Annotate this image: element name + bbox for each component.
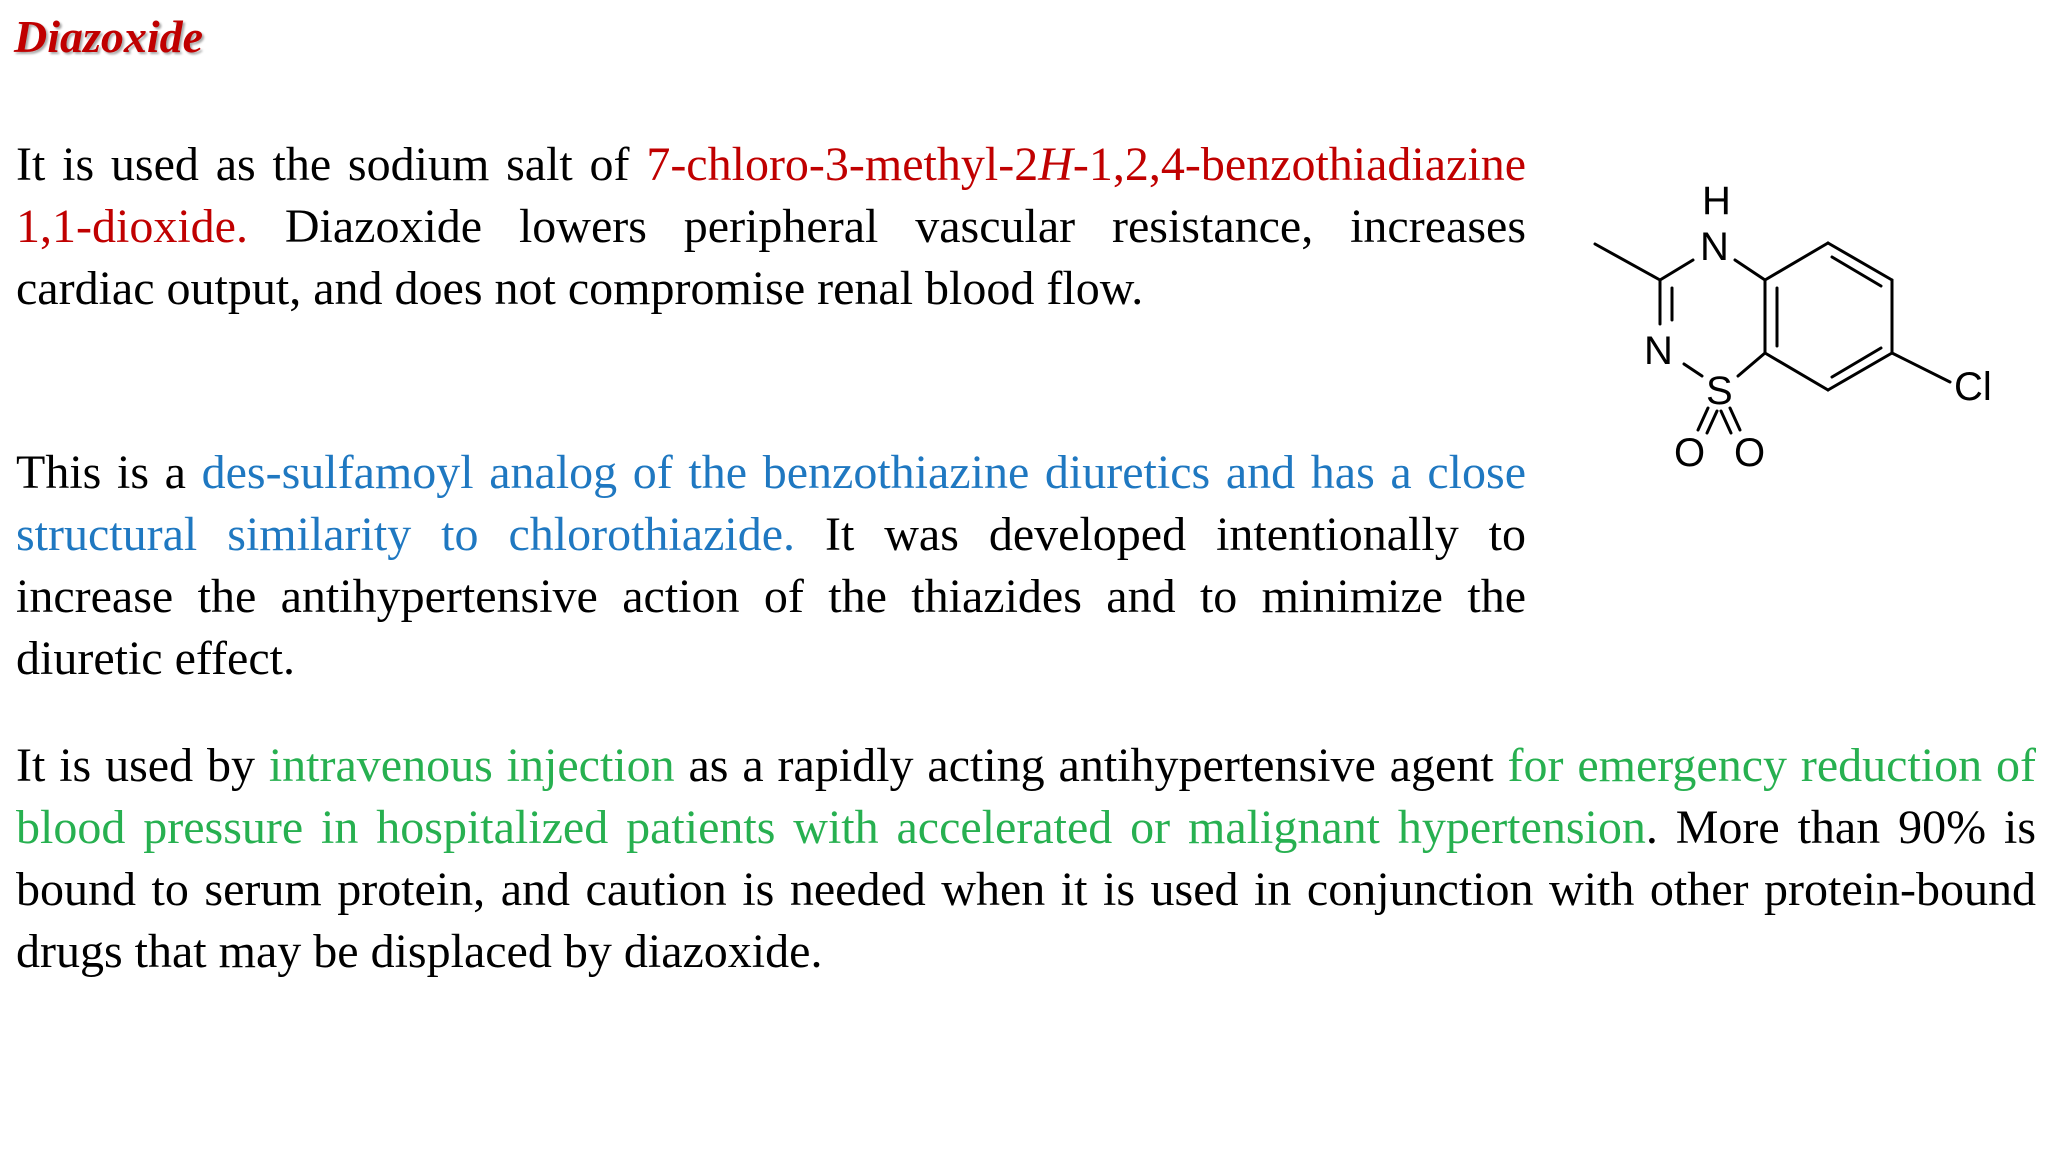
bond-c8-c8a — [1765, 353, 1828, 390]
bond-methyl — [1595, 244, 1660, 280]
p2-text-2: It was developed intentionally to increase the antihypertensive action of the thiazides and to minimize the diuretic effect. — [16, 508, 1526, 685]
p2-text-1: This is a — [16, 446, 202, 499]
atom-h: H — [1702, 179, 1731, 223]
atom-s: S — [1706, 369, 1733, 413]
atom-o2: O — [1734, 431, 1766, 475]
p1-text-2: Diazoxide lowers peripheral vascular resistance, increases cardiac output, and does not compromise renal blood flow. — [16, 200, 1526, 315]
atom-n4: N — [1700, 225, 1729, 269]
bond-n2-s — [1684, 364, 1702, 376]
bond-s-o2-double — [1721, 411, 1731, 433]
iupac-name-part-1: 7-chloro-3-methyl-2 — [646, 138, 1039, 191]
paragraph-chemical-name — [16, 134, 1526, 320]
bond-inner-2 — [1832, 257, 1881, 286]
iupac-name-italic: H — [1038, 138, 1073, 191]
page-title: Diazoxide — [14, 11, 204, 62]
atom-n2: N — [1644, 329, 1673, 373]
p1-text-1: It is used as the sodium salt of — [16, 138, 647, 191]
atom-cl: Cl — [1954, 365, 1992, 409]
analog-highlight: des-sulfamoyl analog of the benzothiazine diuretics and has a close structural similarity to chlorothiazide. — [16, 446, 1527, 561]
bond-c3-n4 — [1660, 260, 1693, 280]
bond-c4a-c5 — [1765, 243, 1828, 280]
bond-n4-c4a — [1735, 260, 1765, 280]
paragraph-usage — [16, 735, 2036, 983]
iupac-name-part-2: -1,2,4-benzothiadiazine 1,1-dioxide. — [16, 138, 1526, 253]
atom-o1: O — [1674, 431, 1706, 475]
p3-text-1: It is used by — [16, 739, 269, 792]
paragraph-analog — [16, 442, 1526, 690]
p3-text-2: as a rapidly acting antihypertensive agent — [674, 739, 1508, 792]
bond-c7-cl — [1892, 353, 1950, 382]
p3-text-3: . More than 90% is bound to serum protein, and caution is needed when it is used in conjunction with other protein-bound drugs that may be displaced by diazoxide. — [16, 801, 2037, 978]
bond-c7-c8 — [1828, 353, 1892, 390]
route-highlight: intravenous injection — [268, 739, 675, 792]
bond-s-o1-double — [1707, 411, 1717, 433]
indication-highlight: for emergency reduction of blood pressure in hospitalized patients with accelerated or malignant hypertension — [16, 739, 2037, 854]
diazoxide-structure — [1580, 168, 2020, 488]
bond-s-c8a — [1738, 353, 1765, 376]
